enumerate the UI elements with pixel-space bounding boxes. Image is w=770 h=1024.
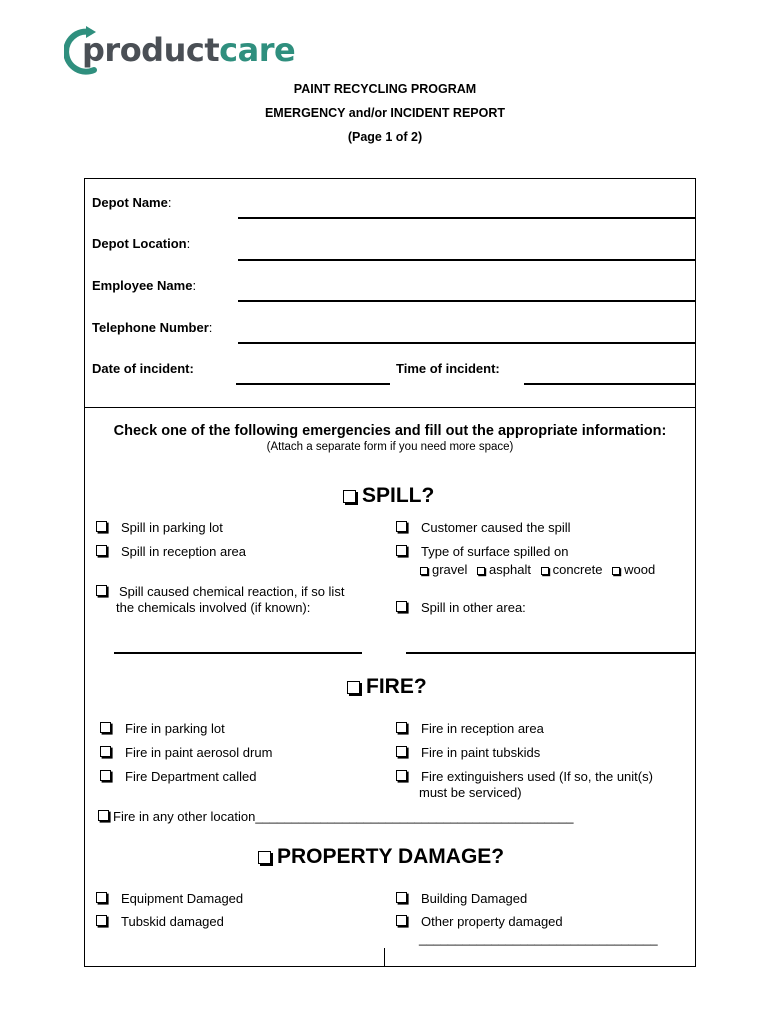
surface-gravel-option[interactable]: gravel [420, 562, 467, 577]
other-property-field[interactable]: _________________________________ [419, 931, 658, 946]
page-indicator: (Page 1 of 2) [347, 130, 423, 144]
surface-concrete-option[interactable]: concrete [541, 562, 603, 577]
fire-other-location-option[interactable]: Fire in any other location ____________________________________________ [98, 809, 573, 825]
depot-location-field[interactable] [238, 259, 696, 261]
logo-text-care: care [219, 31, 296, 69]
telephone-number-field[interactable] [238, 342, 696, 344]
surface-wood-option[interactable]: wood [612, 562, 655, 577]
time-of-incident-field[interactable] [524, 383, 696, 385]
date-of-incident-label: Date of incident: [92, 361, 194, 376]
depot-name-label: Depot Name: [92, 195, 172, 210]
surface-options [420, 562, 661, 577]
spill-chemicals-field[interactable] [114, 652, 362, 654]
spill-checkbox[interactable] [343, 490, 356, 503]
fire-tubskids-option[interactable]: Fire in paint tubskids [396, 745, 540, 761]
checkbox[interactable] [396, 722, 407, 733]
spill-parking-lot-option[interactable]: Spill in parking lot [96, 520, 223, 536]
spill-reception-area-option[interactable]: Spill in reception area [96, 544, 246, 560]
tubskid-damaged-option[interactable]: Tubskid damaged [96, 914, 224, 930]
checkbox[interactable] [396, 915, 407, 926]
time-of-incident-label: Time of incident: [396, 361, 500, 376]
spill-section-title: SPILL? [343, 484, 434, 508]
checkbox[interactable] [541, 567, 549, 575]
depot-name-field[interactable] [238, 217, 696, 219]
employee-name-label: Employee Name: [92, 278, 197, 293]
fire-department-called-option[interactable]: Fire Department called [100, 769, 257, 785]
employee-name-field[interactable] [238, 300, 696, 302]
productcare-logo [64, 26, 296, 82]
fire-section-title: FIRE? [347, 675, 427, 699]
checkbox[interactable] [396, 521, 407, 532]
checkbox[interactable] [396, 770, 407, 781]
fire-checkbox[interactable] [347, 681, 360, 694]
surface-asphalt-option[interactable]: asphalt [477, 562, 531, 577]
depot-location-label: Depot Location: [92, 236, 191, 251]
checkbox[interactable] [96, 521, 107, 532]
telephone-number-label: Telephone Number: [92, 320, 213, 335]
fire-reception-area-option[interactable]: Fire in reception area [396, 721, 544, 737]
checkbox[interactable] [100, 722, 111, 733]
spill-customer-caused-option[interactable]: Customer caused the spill [396, 520, 571, 536]
checkbox[interactable] [96, 892, 107, 903]
building-damaged-option[interactable]: Building Damaged [396, 891, 527, 907]
frame-divider [384, 948, 385, 967]
checkbox[interactable] [98, 810, 109, 821]
checkbox[interactable] [96, 545, 107, 556]
spill-other-area-option[interactable]: Spill in other area: [396, 600, 526, 616]
report-title: EMERGENCY and/or INCIDENT REPORT [264, 106, 506, 120]
program-title: PAINT RECYCLING PROGRAM [293, 82, 477, 96]
checkbox[interactable] [396, 545, 407, 556]
spill-chemical-reaction-option[interactable]: Spill caused chemical reaction, if so list the chemicals involved (if known): [96, 584, 344, 616]
checkbox[interactable] [96, 585, 107, 596]
checkbox[interactable] [612, 567, 620, 575]
checkbox[interactable] [100, 746, 111, 757]
checkbox[interactable] [100, 770, 111, 781]
fire-aerosol-drum-option[interactable]: Fire in paint aerosol drum [100, 745, 272, 761]
instructions-subheading: (Attach a separate form if you need more space) [266, 441, 514, 453]
fire-parking-lot-option[interactable]: Fire in parking lot [100, 721, 225, 737]
checkbox[interactable] [396, 746, 407, 757]
spill-other-area-field[interactable] [406, 652, 696, 654]
checkbox[interactable] [396, 892, 407, 903]
other-property-damaged-option[interactable]: Other property damaged [396, 914, 563, 930]
equipment-damaged-option[interactable]: Equipment Damaged [96, 891, 243, 907]
date-of-incident-field[interactable] [236, 383, 390, 385]
fire-other-location-field[interactable]: ____________________________________________ [255, 809, 574, 824]
spill-surface-type-option[interactable]: Type of surface spilled on [396, 544, 568, 560]
checkbox[interactable] [477, 567, 485, 575]
checkbox[interactable] [420, 567, 428, 575]
property-damage-section-title: PROPERTY DAMAGE? [258, 845, 504, 869]
checkbox[interactable] [96, 915, 107, 926]
logo-wordmark [82, 30, 295, 70]
instructions-heading: Check one of the following emergencies and fill out the appropriate information: [113, 423, 667, 439]
fire-extinguishers-option[interactable]: Fire extinguishers used (If so, the unit(s) must be serviced) [396, 769, 653, 801]
property-damage-checkbox[interactable] [258, 851, 271, 864]
checkbox[interactable] [396, 601, 407, 612]
logo-text-product: product [82, 31, 220, 69]
